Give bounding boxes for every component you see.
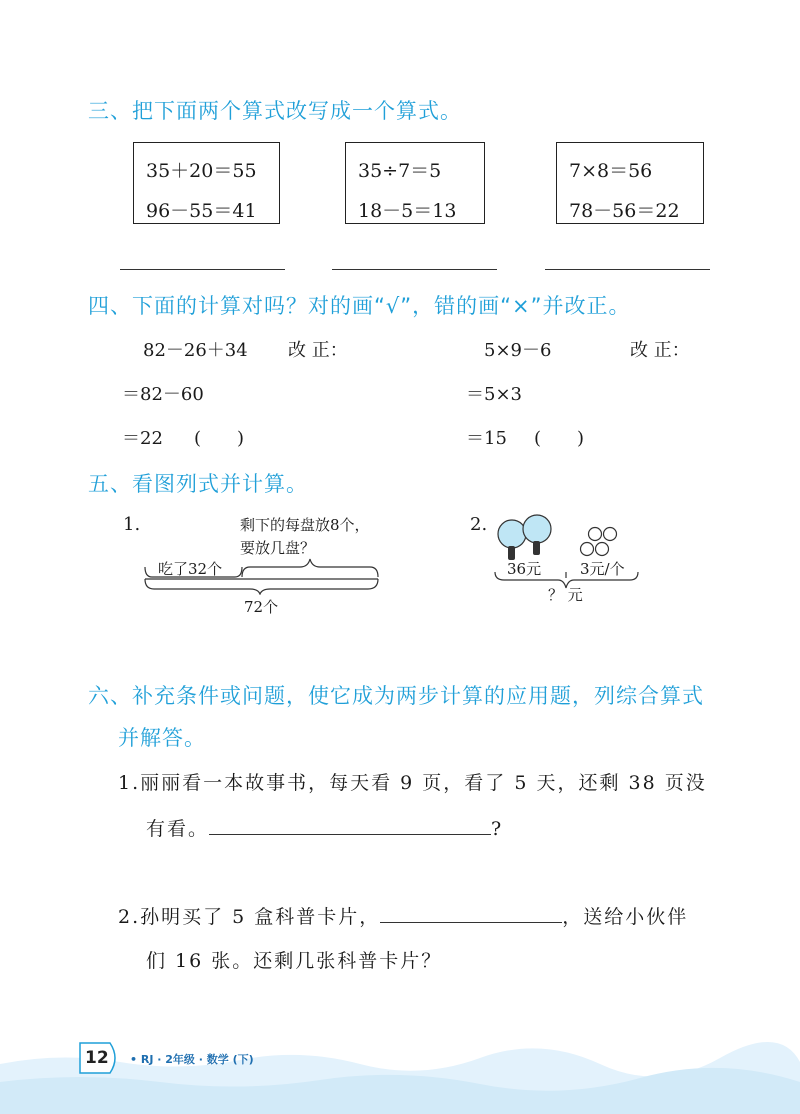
question-2-line1-start: 2.孙明买了 5 盒科普卡片，	[118, 906, 381, 928]
right-correction-label: 改 正：	[630, 340, 690, 361]
equation-line: 96－55＝41	[146, 200, 257, 222]
left-step-2: ＝22	[122, 428, 163, 449]
answer-line-3[interactable]	[545, 269, 710, 270]
ping-pong-paddle-icon	[498, 520, 526, 560]
section-6-heading-line1: 六、补充条件或问题，使它成为两步计算的应用题，列综合算式	[88, 684, 704, 708]
ball-icon	[581, 528, 617, 556]
equation-box-1	[133, 142, 280, 224]
page-number: 12	[85, 1048, 109, 1068]
section-5-heading: 五、看图列式并计算。	[88, 472, 308, 496]
question-1-line1: 1.丽丽看一本故事书，每天看 9 页，看了 5 天，还剩 38 页没	[118, 772, 707, 794]
total-label: 72个	[244, 598, 279, 616]
price-1-label: 36元	[507, 560, 542, 578]
problem-2-number: 2.	[470, 514, 488, 535]
problem-1-question-line1: 剩下的每盘放8个，	[240, 516, 370, 534]
equation-line: 18－5＝13	[358, 200, 457, 222]
answer-line-2[interactable]	[332, 269, 497, 270]
question-2-line1-end: ，送给小伙伴	[562, 906, 689, 928]
section-4-heading: 四、下面的计算对吗？对的画“√”，错的画“×”并改正。	[88, 294, 631, 318]
answer-line-1[interactable]	[120, 269, 285, 270]
right-judge-parens[interactable]: ( )	[534, 428, 585, 449]
problem-1-number: 1.	[123, 514, 141, 535]
eaten-brace	[145, 567, 242, 577]
right-step-1: ＝5×3	[466, 384, 522, 405]
ping-pong-paddle-icon	[523, 515, 551, 555]
equation-line: 35÷7＝5	[358, 160, 442, 182]
left-judge-parens[interactable]: ( )	[194, 428, 245, 449]
equation-line: 7×8＝56	[569, 160, 653, 182]
equation-line: 78－56＝22	[569, 200, 680, 222]
equation-box-2	[345, 142, 485, 224]
question-2-line2: 们 16 张。还剩几张科普卡片？	[146, 950, 443, 972]
question-1-line2-end: ?	[491, 818, 504, 840]
left-expression: 82－26＋34	[143, 340, 248, 361]
question-2-line1	[118, 902, 688, 929]
left-step-1: ＝82－60	[122, 384, 204, 405]
footer-text: • RJ · 2年级 · 数学 (下)	[130, 1053, 254, 1066]
question-1-blank[interactable]	[209, 816, 491, 835]
problem-1-question-line2: 要放几盘？	[240, 539, 316, 557]
equation-line: 35＋20＝55	[146, 160, 257, 182]
price-2-label: 3元/个	[580, 560, 625, 578]
remaining-brace	[242, 559, 378, 577]
section-6-heading-line2: 并解答。	[118, 726, 206, 750]
right-step-2: ＝15	[466, 428, 507, 449]
brace-diagram-1	[140, 555, 385, 595]
section-3-heading: 三、把下面两个算式改写成一个算式。	[88, 99, 462, 123]
question-1-line2	[146, 814, 503, 841]
equation-box-3	[556, 142, 704, 224]
unknown-total-label: ？ 元	[548, 586, 583, 604]
question-1-line2-start: 有看。	[146, 818, 210, 840]
left-correction-label: 改 正：	[288, 340, 348, 361]
question-2-blank[interactable]	[380, 904, 562, 923]
total-brace	[145, 579, 378, 594]
eaten-label: 吃了32个	[158, 560, 223, 578]
right-expression: 5×9－6	[484, 340, 552, 361]
